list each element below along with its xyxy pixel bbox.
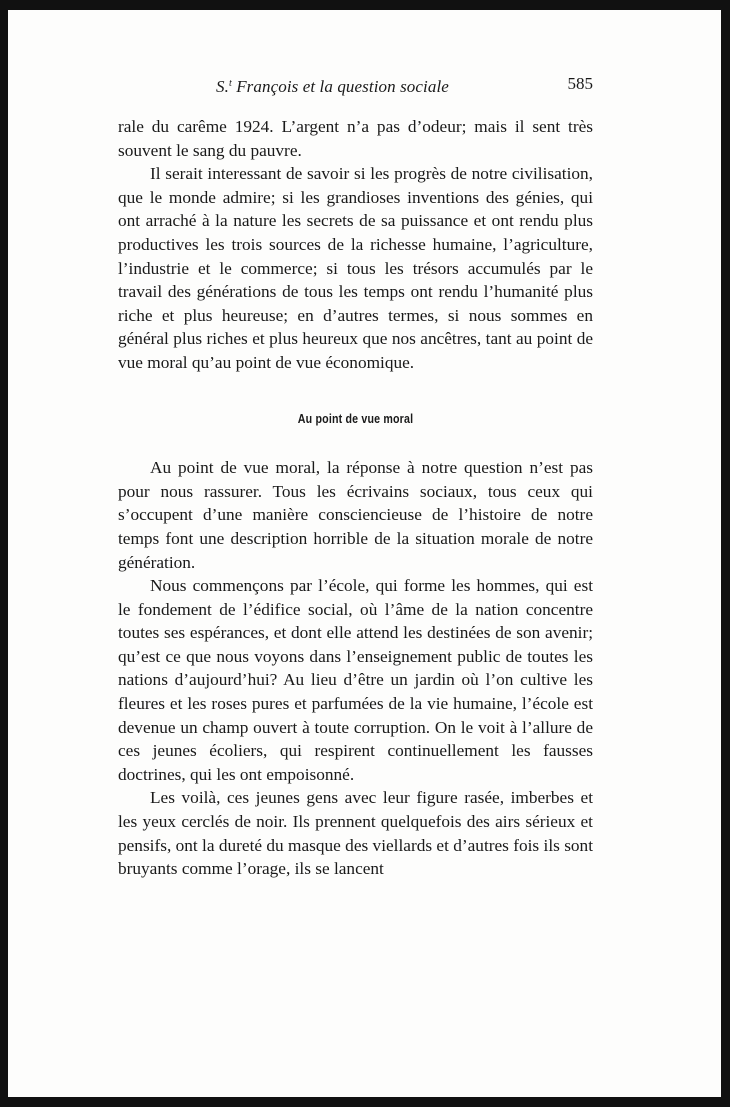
running-title-rest: François et la question sociale [231, 77, 449, 96]
book-page [118, 70, 593, 881]
paragraph-continuation: rale du carême 1924. L’argent n’a pas d’odeur; mais il sent très souvent le sang du pauvre. [118, 117, 593, 160]
paragraph-progress-question: Il serait interessant de savoir si les progrès de notre civilisation, que le monde admire; si les grandioses inventions des génies, qui ont arraché à la nature les secrets de sa puissance et ont rendu plus productives les trois sources de la richesse humaine, l’agriculture, l’industrie et le commerce; si tous les trésors accumulés par le travail des générations de tous les temps ont rendu l’humanité plus riche et plus heureuse; en d’autres termes, si nous sommes en général plus riches et plus heureux que nos ancêtres, tant au point de vue moral qu’au point de vue économique. [118, 164, 593, 372]
page-number: 585 [567, 74, 593, 93]
paragraph-school: Nous commençons par l’école, qui forme les hommes, qui est le fondement de l’édifice social, où l’âme de la nation concentre toutes ses espérances, et dont elle attend les destinées de son avenir; qu’est ce que nous voyons dans l’enseignement public de toutes les nations d’aujourd’hui? Au lieu d’être un jardin où l’on cultive les fleures et les roses pures et parfumées de la vie humaine, l’école est devenue un champ ouvert à toute corruption. On le voit à l’allure de ces jeunes écoliers, qui respirent continuellement les fausses doctrines, qui les ont empoisonné. [118, 576, 593, 784]
running-title [216, 70, 449, 101]
running-title-superscript: t [228, 78, 232, 89]
running-head [118, 70, 593, 98]
paragraph-young-people: Les voilà, ces jeunes gens avec leur figure rasée, imberbes et les yeux cerclés de noir. Ils prennent quelquefois des airs sérieux et pensifs, ont la dureté du masque des viellards et d’autres fois ils sont bruyants comme l’orage, ils se lancent [118, 788, 593, 879]
paragraph-moral-answer: Au point de vue moral, la réponse à notre question n’est pas pour nous rassurer. Tous les écrivains sociaux, tous ceux qui s’occupent d’une manière consciencieuse de l’histoire de notre temps font une description horrible de la situation morale de notre génération. [118, 458, 593, 572]
body-text [118, 115, 593, 881]
section-heading: Au point de vue moral [297, 410, 414, 426]
running-title-prefix: S. [216, 77, 229, 96]
